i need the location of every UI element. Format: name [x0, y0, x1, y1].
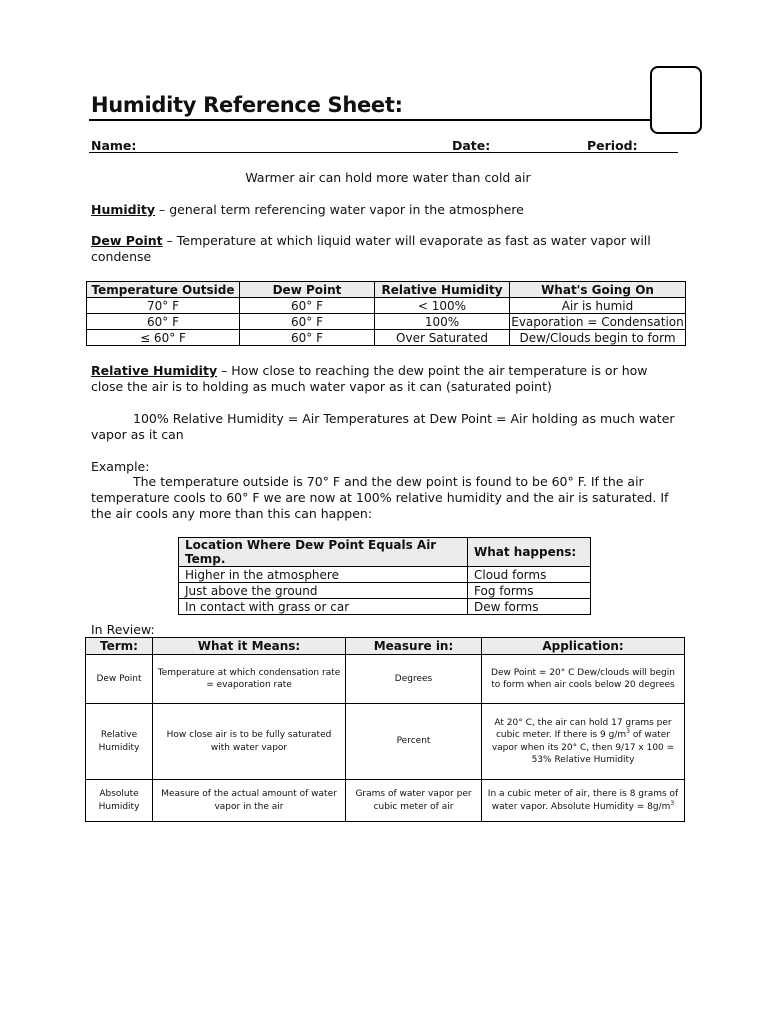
date-label: Date:	[452, 138, 491, 153]
application-text: In a cubic meter of air, there is 8 grams of water vapor. Absolute Humidity = 8g/m	[487, 789, 679, 812]
table-cell: Measure of the actual amount of water vapor in the air	[153, 780, 346, 822]
table-header: Application:	[482, 638, 685, 655]
table-header: Term:	[86, 638, 153, 655]
table-header: What happens:	[468, 538, 591, 567]
table-row	[179, 583, 591, 599]
table-cell: Absolute Humidity	[86, 780, 153, 822]
table-header: Temperature Outside	[87, 282, 240, 298]
example-label: Example:	[91, 459, 150, 474]
application-text: of water vapor when its 20° C, then 9/17 x 100 = 53% Relative Humidity	[491, 730, 675, 765]
header-rule	[89, 152, 678, 153]
table-header: Relative Humidity	[375, 282, 510, 298]
table-cell: Just above the ground	[179, 583, 468, 599]
table-header: What it Means:	[153, 638, 346, 655]
table-cell: < 100%	[375, 298, 510, 314]
intro-text: Warmer air can hold more water than cold air	[245, 170, 531, 185]
table-cell: 60° F	[240, 298, 375, 314]
table-cell: Over Saturated	[375, 330, 510, 346]
page-title: Humidity Reference Sheet:	[91, 93, 403, 117]
table-cell: Dew forms	[468, 599, 591, 615]
table-row	[86, 704, 685, 780]
relative-humidity-text: – How close to reaching the dew point the air temperature is or how close the air is to holding as much water vapor as it can (saturated point)	[91, 363, 648, 394]
table-cell: 60° F	[87, 314, 240, 330]
table-cell: Relative Humidity	[86, 704, 153, 780]
table-header: Dew Point	[240, 282, 375, 298]
humidity-definition	[91, 202, 685, 218]
relative-humidity-term: Relative Humidity	[91, 363, 218, 378]
table-cell: Dew Point	[86, 655, 153, 704]
dew-point-text: – Temperature at which liquid water will evaporate as fast as water vapor will condense	[91, 233, 651, 264]
relative-humidity-equation: 100% Relative Humidity = Air Temperatures at Dew Point = Air holding as much water vapor as it can	[91, 411, 675, 442]
table-cell: Dew Point = 20° C Dew/clouds will begin to form when air cools below 20 degrees	[482, 655, 685, 704]
dew-point-table	[86, 281, 686, 346]
table-header-row	[87, 282, 686, 298]
superscript: 3	[670, 799, 675, 807]
table-cell: 60° F	[240, 330, 375, 346]
table-row	[179, 599, 591, 615]
period-label: Period:	[587, 138, 638, 153]
superscript: 3	[626, 728, 630, 735]
table-header: Location Where Dew Point Equals Air Temp.	[179, 538, 468, 567]
example-text: The temperature outside is 70° F and the dew point is found to be 60° F. If the air temperature cools to 60° F we are now at 100% relative humidity and the air is saturated. If the air cools any more than this can happen:	[91, 474, 669, 521]
dew-point-term: Dew Point	[91, 233, 163, 248]
review-table	[85, 637, 685, 822]
table-cell: Temperature at which condensation rate = evaporation rate	[153, 655, 346, 704]
corner-box	[650, 66, 702, 134]
humidity-text: – general term referencing water vapor in the atmosphere	[155, 202, 524, 217]
table-cell: Degrees	[346, 655, 482, 704]
name-label: Name:	[91, 138, 137, 153]
table-cell: 100%	[375, 314, 510, 330]
title-underline	[89, 119, 651, 121]
humidity-term: Humidity	[91, 202, 156, 217]
table-cell: How close air is to be fully saturated with water vapor	[153, 704, 346, 780]
table-row	[179, 567, 591, 583]
dew-location-table	[178, 537, 591, 615]
table-header-row	[179, 538, 591, 567]
table-cell: Percent	[346, 704, 482, 780]
table-cell: Dew/Clouds begin to form	[510, 330, 686, 346]
table-header: What's Going On	[510, 282, 686, 298]
table-cell: Air is humid	[510, 298, 686, 314]
table-cell: Fog forms	[468, 583, 591, 599]
table-row	[87, 330, 686, 346]
table-cell	[482, 704, 685, 780]
table-cell: 60° F	[240, 314, 375, 330]
relative-humidity-definition	[91, 363, 681, 395]
table-row	[87, 298, 686, 314]
table-row	[87, 314, 686, 330]
table-cell	[482, 780, 685, 822]
table-cell: In contact with grass or car	[179, 599, 468, 615]
table-cell: Cloud forms	[468, 567, 591, 583]
table-header: Measure in:	[346, 638, 482, 655]
review-label: In Review:	[91, 622, 155, 637]
table-cell: 70° F	[87, 298, 240, 314]
table-cell: Evaporation = Condensation	[511, 314, 684, 329]
table-row	[86, 655, 685, 704]
table-header-row	[86, 638, 685, 655]
table-row	[86, 780, 685, 822]
table-cell: Grams of water vapor per cubic meter of air	[346, 780, 482, 822]
table-cell: Higher in the atmosphere	[179, 567, 468, 583]
application-text: At 20° C, the air can hold 17 grams per cubic meter. If there is 9 g/m	[494, 717, 672, 740]
dew-point-definition	[91, 233, 685, 265]
table-cell: ≤ 60° F	[87, 330, 240, 346]
